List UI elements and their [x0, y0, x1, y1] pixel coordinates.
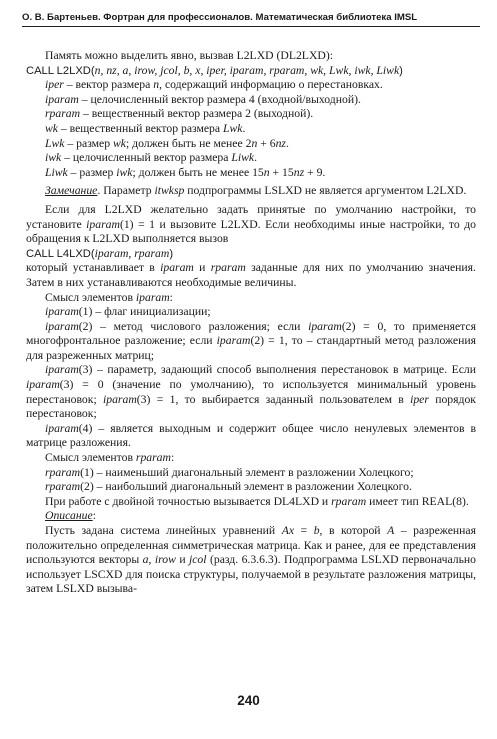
running-header: О. В. Бартеньев. Фортран для профессионалов. Математическая библиотека IMSL	[22, 12, 480, 27]
paragraph-intro: Память можно выделить явно, вызвав L2LXD (DL2LXD):	[45, 49, 333, 62]
page-number: 240	[237, 693, 260, 708]
paragraph-double-precision: При работе с двойной точностью вызывается DL4LXD и rparam имеет тип REAL(8).	[45, 494, 469, 508]
iparam-meaning-heading: Смысл элементов iparam:	[45, 290, 173, 304]
rparam-item-1: rparam(1) – наименьший диагональный элемент в разложении Холецкого;	[45, 465, 414, 479]
call-l2lxd-statement: CALL L2LXD(n, nz, a, irow, jcol, b, x, iper, iparam, rparam, wk, Lwk, iwk, Liwk)	[26, 63, 403, 77]
call-l4lxd-statement: CALL L4LXD(iparam, rparam)	[26, 246, 174, 260]
arg-iper: iper – вектор размера n, содержащий информацию о перестановках.	[45, 78, 383, 92]
paragraph-note: Замечание. Параметр itwksp подпрограммы LSLXD не является аргументом L2LXD.	[45, 184, 467, 198]
arg-liwk: Liwk – размер iwk; должен быть не менее 15n + 15nz + 9.	[45, 165, 326, 179]
rparam-meaning-heading: Смысл элементов rparam:	[45, 451, 175, 465]
iparam-item-2: iparam(2) – метод числового разложения; если iparam(2) = 0, то применяется многофронтальное разложение; если iparam(2) = 1, то – стандартный метод разложения для разреженных матриц;	[26, 319, 476, 362]
arg-wk: wk – вещественный вектор размера Lwk.	[45, 121, 246, 135]
rparam-item-2: rparam(2) – наибольший диагональный элемент в разложении Холецкого.	[45, 480, 412, 494]
arg-iparam: iparam – целочисленный вектор размера 4 (входной/выходной).	[45, 92, 361, 106]
arg-rparam: rparam – вещественный вектор размера 2 (выходной).	[45, 107, 314, 121]
iparam-item-3: iparam(3) – параметр, задающий способ выполнения перестановок в матрице. Если iparam(3) = 0 (значение по умолчанию), то используется минимальный уровень перестановок; iparam(3) = 1, то выбирается заданный пользователем в iper порядок перестановок;	[26, 363, 476, 421]
paragraph-after-call: который устанавливает в iparam и rparam заданные для них по умолчанию значения. Затем в них устанавливаются необходимые величины.	[26, 261, 476, 289]
arg-iwk: iwk – целочисленный вектор размера Liwk.	[45, 151, 258, 165]
page-body	[26, 49, 476, 597]
description-heading: Описание:	[45, 509, 96, 523]
paragraph-defaults: Если для L2LXD желательно задать принятые по умолчанию настройки, то установите iparam(1) = 1 и вызовите L2LXD. Если необходимы иные настройки, то до обращения к L2LXD выполняется вызов	[26, 202, 476, 246]
iparam-item-4: iparam(4) – является выходным и содержит общее число ненулевых элементов в матрице разложения.	[26, 421, 476, 450]
paragraph-description: Пусть задана система линейных уравнений Ax = b, в которой A – разреженная положительно определенная симметрическая матрица. Как и ранее, для ее представления используются векторы a, irow и jcol (разд. 6.3.6.3). Подпрограмма LSLXD первоначально использует LSCXD для поиска структуры, получаемой в результате разложения матрицы, затем LSLXD вызыва-	[26, 524, 477, 596]
iparam-item-1: iparam(1) – флаг инициализации;	[45, 305, 211, 319]
arg-lwk: Lwk – размер wk; должен быть не менее 2n + 6nz.	[45, 136, 289, 150]
